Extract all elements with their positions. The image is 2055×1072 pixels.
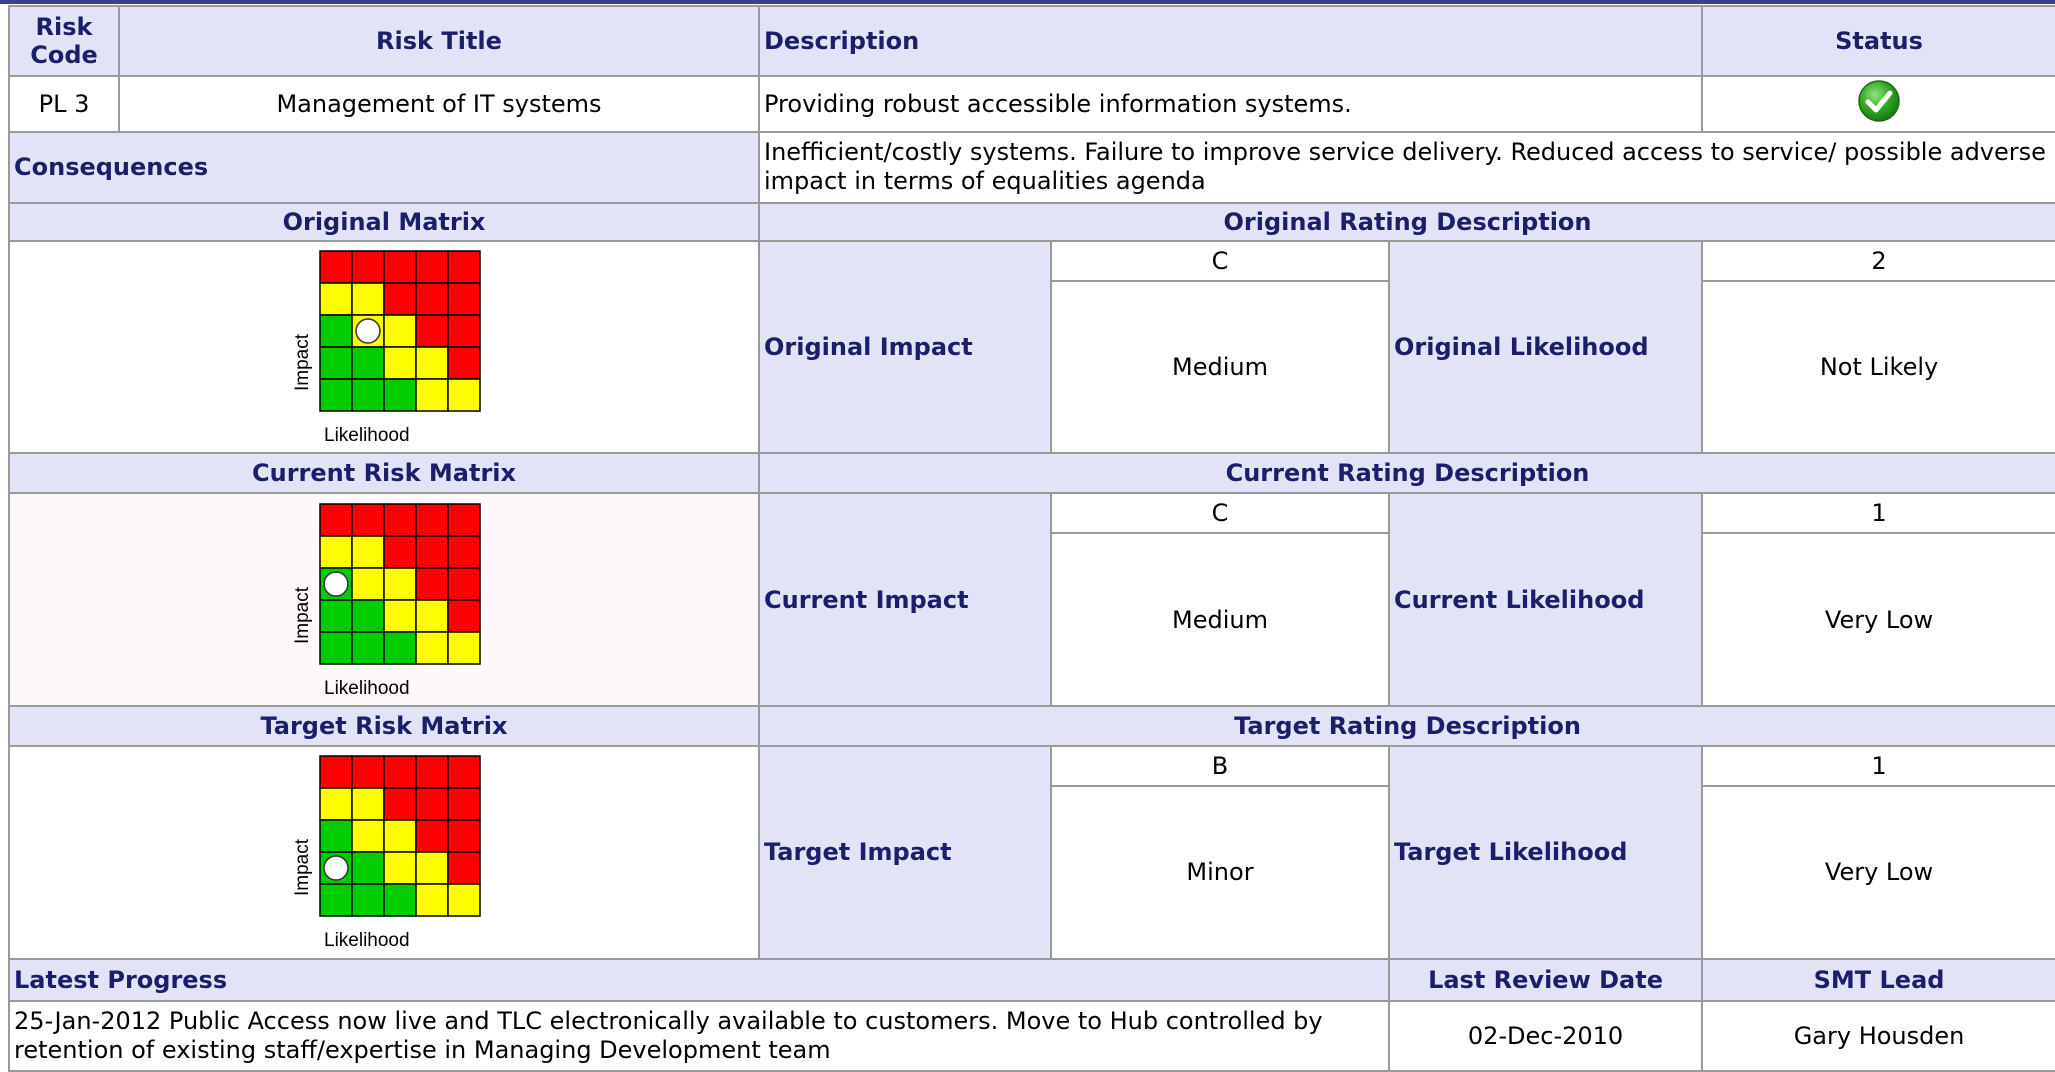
matrix-cell-red (416, 504, 448, 536)
consequences-body: Inefficient/costly systems. Failure to improve service delivery. Reduced access to service/ possible adverse impact in terms of equalities agenda (764, 138, 2046, 196)
latest-progress-text: 25-Jan-2012 Public Access now live and TLC electronically available to customers. Move to Hub controlled by retention of existing staff/expertise in Managing Development team (14, 1006, 1323, 1064)
progress-row (9, 1001, 2055, 1071)
original-code-row (9, 241, 2055, 281)
matrix-cell-green (384, 632, 416, 664)
matrix-cell-yellow (384, 852, 416, 884)
matrix-cell-red (416, 315, 448, 347)
matrix-cell-yellow (352, 568, 384, 600)
matrix-cell-red (416, 536, 448, 568)
status-cell (1702, 76, 2055, 132)
matrix-cell-red (448, 852, 480, 884)
risk-position-marker (324, 572, 348, 596)
matrix-cell-red (448, 568, 480, 600)
matrix-cell-red (320, 251, 352, 283)
matrix-cell-green (320, 315, 352, 347)
status-header: Status (1702, 6, 2055, 76)
target-rating-title: Target Rating Description (759, 706, 2055, 746)
consequences-label: Consequences (9, 132, 759, 202)
matrix-cell-green (352, 379, 384, 411)
current-matrix-cell (9, 493, 759, 706)
target-matrix-svg (284, 752, 484, 952)
matrix-cell-red (384, 788, 416, 820)
description-header: Description (759, 6, 1702, 76)
target-likelihood-code: 1 (1702, 746, 2055, 786)
original-impact-text: Medium (1051, 281, 1389, 453)
current-rating-title: Current Rating Description (759, 453, 2055, 493)
risk-row (9, 76, 2055, 132)
check-circle-icon (1857, 79, 1901, 129)
original-likelihood-code: 2 (1702, 241, 2055, 281)
matrix-cell-green (320, 600, 352, 632)
matrix-cell-green (352, 347, 384, 379)
matrix-cell-yellow (448, 379, 480, 411)
target-matrix-title: Target Risk Matrix (9, 706, 759, 746)
matrix-cell-yellow (416, 379, 448, 411)
matrix-cell-yellow (320, 788, 352, 820)
matrix-cell-red (384, 536, 416, 568)
matrix-cell-red (352, 756, 384, 788)
original-likelihood-label: Original Likelihood (1389, 241, 1702, 454)
risk-position-marker (356, 319, 380, 343)
matrix-cell-green (384, 884, 416, 916)
consequences-row (9, 132, 2055, 202)
current-risk-matrix (284, 500, 484, 700)
matrix-likelihood-axis-label: Likelihood (324, 930, 410, 952)
matrix-cell-green (320, 632, 352, 664)
last-review-date: 02-Dec-2010 (1389, 1001, 1702, 1071)
matrix-impact-axis-label: Impact (292, 586, 313, 644)
target-header-row (9, 706, 2055, 746)
target-risk-matrix (284, 752, 484, 952)
matrix-cell-red (448, 756, 480, 788)
top-border (0, 0, 2055, 4)
current-likelihood-text: Very Low (1702, 533, 2055, 705)
matrix-cell-yellow (448, 632, 480, 664)
latest-progress-label: Latest Progress (9, 959, 1389, 1001)
matrix-impact-axis-label: Impact (292, 839, 313, 897)
smt-lead: Gary Housden (1702, 1001, 2055, 1071)
matrix-impact-axis-label: Impact (292, 333, 313, 391)
current-impact-text: Medium (1051, 533, 1389, 705)
current-impact-code: C (1051, 493, 1389, 533)
matrix-cell-red (352, 251, 384, 283)
matrix-cell-yellow (384, 347, 416, 379)
matrix-cell-yellow (416, 884, 448, 916)
matrix-cell-red (384, 504, 416, 536)
matrix-cell-red (448, 251, 480, 283)
target-impact-label: Target Impact (759, 746, 1051, 959)
risk-position-marker (324, 856, 348, 880)
current-matrix-title: Current Risk Matrix (9, 453, 759, 493)
original-header-row (9, 203, 2055, 241)
current-impact-label: Current Impact (759, 493, 1051, 706)
smt-lead-label: SMT Lead (1702, 959, 2055, 1001)
target-impact-code: B (1051, 746, 1389, 786)
matrix-cell-red (448, 315, 480, 347)
matrix-cell-red (384, 756, 416, 788)
risk-description: Providing robust accessible information systems. (759, 76, 1702, 132)
original-impact-code: C (1051, 241, 1389, 281)
original-likelihood-text: Not Likely (1702, 281, 2055, 453)
matrix-likelihood-axis-label: Likelihood (324, 424, 410, 446)
matrix-cell-yellow (320, 536, 352, 568)
risk-code-header: Risk Code (9, 6, 119, 76)
last-review-date-label: Last Review Date (1389, 959, 1702, 1001)
matrix-cell-yellow (352, 283, 384, 315)
current-code-row (9, 493, 2055, 533)
matrix-cell-yellow (416, 347, 448, 379)
matrix-cell-red (416, 283, 448, 315)
matrix-cell-red (416, 251, 448, 283)
target-code-row (9, 746, 2055, 786)
matrix-cell-yellow (384, 315, 416, 347)
matrix-cell-yellow (352, 536, 384, 568)
target-likelihood-text: Very Low (1702, 786, 2055, 958)
matrix-cell-yellow (352, 788, 384, 820)
matrix-cell-green (352, 600, 384, 632)
matrix-cell-red (448, 788, 480, 820)
consequences-text (759, 132, 2055, 202)
matrix-cell-red (448, 600, 480, 632)
current-matrix-svg (284, 500, 484, 700)
matrix-cell-red (448, 347, 480, 379)
matrix-cell-red (384, 283, 416, 315)
matrix-cell-green (320, 884, 352, 916)
original-matrix-svg (284, 247, 484, 447)
matrix-cell-red (320, 756, 352, 788)
original-matrix-title: Original Matrix (9, 203, 759, 241)
matrix-cell-yellow (320, 283, 352, 315)
matrix-cell-green (320, 347, 352, 379)
target-likelihood-label: Target Likelihood (1389, 746, 1702, 959)
matrix-cell-yellow (384, 600, 416, 632)
matrix-cell-green (320, 820, 352, 852)
target-matrix-cell (9, 746, 759, 959)
matrix-cell-red (320, 504, 352, 536)
risk-title: Management of IT systems (119, 76, 759, 132)
matrix-cell-red (384, 251, 416, 283)
risk-code: PL 3 (9, 76, 119, 132)
matrix-cell-yellow (416, 632, 448, 664)
original-matrix-cell (9, 241, 759, 454)
matrix-cell-yellow (384, 568, 416, 600)
matrix-cell-green (352, 884, 384, 916)
target-impact-text: Minor (1051, 786, 1389, 958)
matrix-cell-green (384, 379, 416, 411)
matrix-cell-red (448, 283, 480, 315)
matrix-cell-red (448, 504, 480, 536)
matrix-likelihood-axis-label: Likelihood (324, 677, 410, 699)
current-likelihood-label: Current Likelihood (1389, 493, 1702, 706)
matrix-cell-red (416, 568, 448, 600)
original-risk-matrix (284, 247, 484, 447)
progress-header-row (9, 959, 2055, 1001)
latest-progress-cell (9, 1001, 1389, 1071)
current-header-row (9, 453, 2055, 493)
current-likelihood-code: 1 (1702, 493, 2055, 533)
matrix-cell-red (352, 504, 384, 536)
matrix-cell-yellow (384, 820, 416, 852)
header-row (9, 6, 2055, 76)
original-rating-title: Original Rating Description (759, 203, 2055, 241)
risk-title-header: Risk Title (119, 6, 759, 76)
matrix-cell-red (416, 788, 448, 820)
matrix-cell-green (352, 852, 384, 884)
matrix-cell-yellow (448, 884, 480, 916)
matrix-cell-yellow (416, 852, 448, 884)
risk-register-table (8, 5, 2055, 1072)
matrix-cell-green (320, 379, 352, 411)
matrix-cell-red (416, 820, 448, 852)
matrix-cell-yellow (416, 600, 448, 632)
matrix-cell-red (416, 756, 448, 788)
original-impact-label: Original Impact (759, 241, 1051, 454)
matrix-cell-green (352, 632, 384, 664)
matrix-cell-red (448, 536, 480, 568)
matrix-cell-red (448, 820, 480, 852)
matrix-cell-yellow (352, 820, 384, 852)
